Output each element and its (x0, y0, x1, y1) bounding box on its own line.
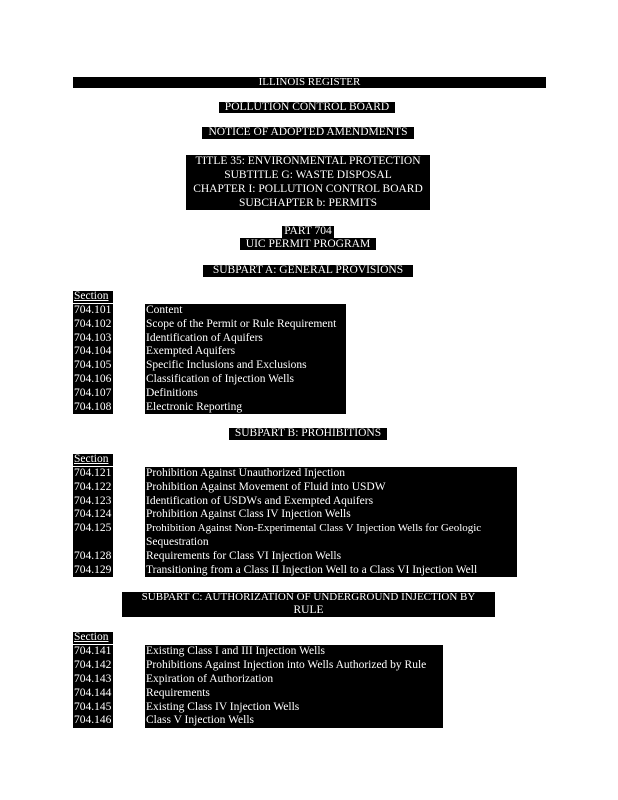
section-number: 704.129 (74, 564, 112, 576)
section-title: Identification of USDWs and Exempted Aquifers (146, 495, 374, 507)
section-title: Prohibition Against Movement of Fluid into USDW (146, 481, 386, 493)
section-title: Exempted Aquifers (146, 345, 236, 357)
section-title: Specific Inclusions and Exclusions (146, 359, 307, 371)
section-title: Requirements (146, 687, 210, 699)
section-title: Prohibition Against Non-Experimental Class V Injection Wells for Geologic (146, 522, 482, 534)
section-number: 704.101 (74, 304, 112, 316)
section-title: Existing Class IV Injection Wells (146, 701, 300, 713)
section-number: 704.143 (74, 673, 112, 685)
subpart-b-section-label: Section (74, 453, 109, 465)
section-number: 704.123 (74, 495, 112, 507)
section-number: 704.122 (74, 481, 112, 493)
section-title: Prohibition Against Class IV Injection Wells (146, 508, 351, 520)
section-number: 704.124 (74, 508, 112, 520)
section-title: Class V Injection Wells (146, 714, 255, 726)
subpart-b-heading: SUBPART B: PROHIBITIONS (234, 427, 382, 439)
section-number: 704.144 (74, 687, 112, 699)
section-number: 704.103 (74, 332, 112, 344)
subchapter-line: SUBCHAPTER b: PERMITS (238, 197, 378, 209)
section-number: 704.102 (74, 318, 112, 330)
section-number: 704.108 (74, 401, 112, 413)
section-number: 704.121 (74, 467, 112, 479)
section-number: 704.141 (74, 645, 112, 657)
section-number: 704.107 (74, 387, 112, 399)
section-number: 704.125 (74, 522, 112, 534)
register-title: ILLINOIS REGISTER (258, 76, 361, 88)
subpart-a-heading: SUBPART A: GENERAL PROVISIONS (212, 264, 404, 276)
subpart-c-heading-line2: RULE (293, 604, 324, 616)
part-number: PART 704 (284, 225, 332, 237)
section-title: Prohibition Against Unauthorized Injection (146, 467, 345, 479)
section-title: Content (146, 304, 183, 316)
section-title: Classification of Injection Wells (146, 373, 295, 385)
section-number: 704.106 (74, 373, 112, 385)
subpart-a-section-label: Section (74, 290, 109, 302)
subpart-c-heading-line1: SUBPART C: AUTHORIZATION OF UNDERGROUND INJECTION BY (141, 591, 476, 603)
section-title: Expiration of Authorization (146, 673, 274, 685)
section-title: Requirements for Class VI Injection Wells (146, 550, 342, 562)
section-title: Transitioning from a Class II Injection Well to a Class VI Injection Well (146, 564, 478, 576)
section-number: 704.145 (74, 701, 112, 713)
board-title: POLLUTION CONTROL BOARD (224, 101, 390, 113)
title-line: TITLE 35: ENVIRONMENTAL PROTECTION (195, 155, 421, 167)
section-title: Identification of Aquifers (146, 332, 263, 344)
section-title: Electronic Reporting (146, 401, 243, 413)
section-title: Scope of the Permit or Rule Requirement (146, 318, 337, 330)
chapter-line: CHAPTER I: POLLUTION CONTROL BOARD (193, 183, 423, 195)
section-title-continued: Sequestration (146, 536, 209, 548)
subtitle-line: SUBTITLE G: WASTE DISPOSAL (224, 169, 392, 181)
notice-title: NOTICE OF ADOPTED AMENDMENTS (208, 126, 408, 138)
section-number: 704.146 (74, 714, 112, 726)
section-title: Existing Class I and III Injection Wells (146, 645, 325, 657)
part-name: UIC PERMIT PROGRAM (245, 238, 371, 250)
section-number: 704.128 (74, 550, 112, 562)
section-number: 704.142 (74, 659, 112, 671)
section-title: Definitions (146, 387, 198, 399)
section-number: 704.104 (74, 345, 112, 357)
subpart-c-section-label: Section (74, 631, 109, 643)
section-title: Prohibitions Against Injection into Wells Authorized by Rule (146, 659, 427, 671)
section-number: 704.105 (74, 359, 112, 371)
